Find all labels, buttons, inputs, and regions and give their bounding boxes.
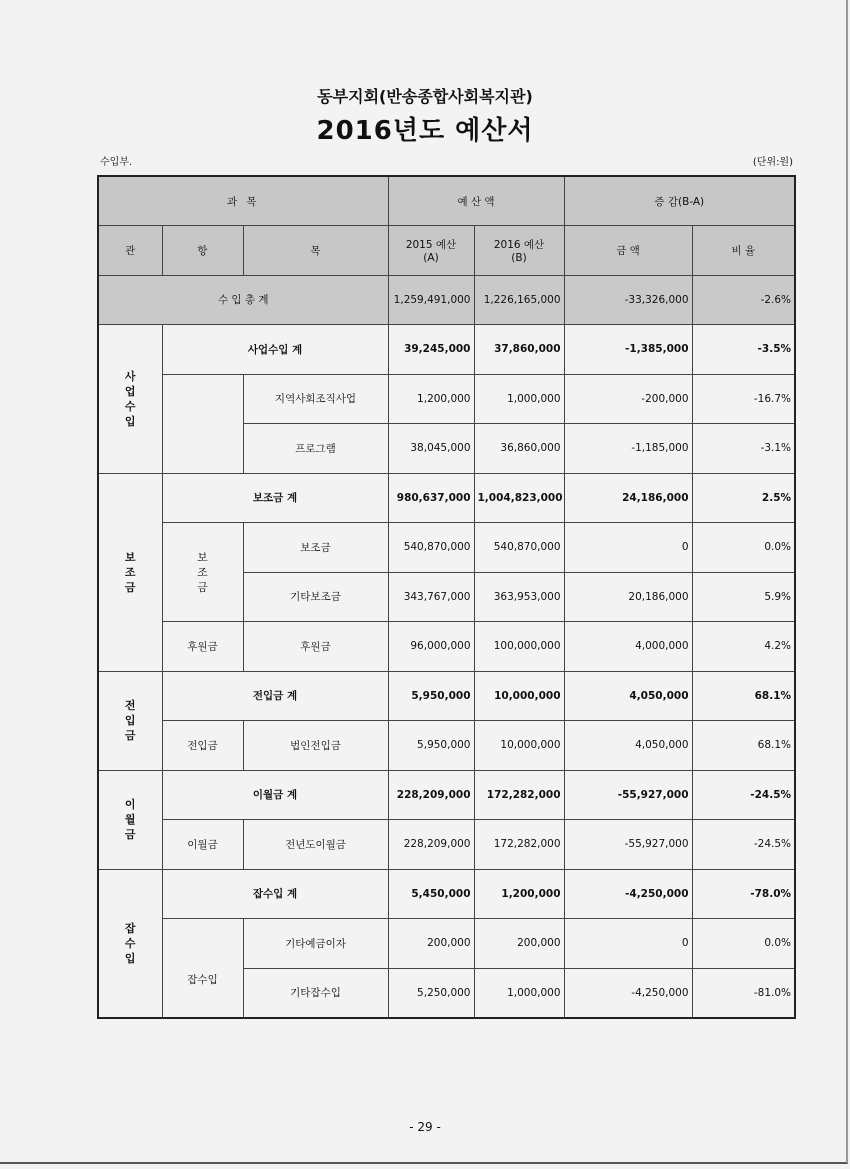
cell-mok: 지역사회조직사업 [243, 374, 388, 424]
hang-misc: 잡수입 [162, 919, 243, 1018]
cell-amount: -4,250,000 [564, 968, 692, 1018]
cell-2015: 200,000 [388, 919, 474, 969]
total-2016: 1,226,165,000 [474, 275, 564, 325]
cell-mok: 보조금 [243, 523, 388, 573]
table-row [98, 622, 795, 672]
cell-2015: 5,950,000 [388, 671, 474, 721]
cell-2015: 39,245,000 [388, 325, 474, 375]
cell-2015: 540,870,000 [388, 523, 474, 573]
cell-ratio: -78.0% [692, 869, 795, 919]
total-2015: 1,259,491,000 [388, 275, 474, 325]
cell-amount: 20,186,000 [564, 572, 692, 622]
subtotal-label: 보조금 계 [162, 473, 388, 523]
cell-amount: -4,250,000 [564, 869, 692, 919]
cell-mok: 법인전입금 [243, 721, 388, 771]
subtotal-label: 이월금 계 [162, 770, 388, 820]
cell-mok: 전년도이월금 [243, 820, 388, 870]
section-label: 수입부. [100, 157, 133, 168]
cell-2015: 5,450,000 [388, 869, 474, 919]
cell-ratio: 2.5% [692, 473, 795, 523]
header-subject: 과 목 [98, 176, 388, 226]
header-2016: 2016 예산 (B) [474, 226, 564, 276]
cell-ratio: 0.0% [692, 523, 795, 573]
cell-2016: 10,000,000 [474, 671, 564, 721]
hang-transfer: 전입금 [162, 721, 243, 771]
cell-amount: 0 [564, 919, 692, 969]
total-ratio: -2.6% [692, 275, 795, 325]
cell-ratio: -16.7% [692, 374, 795, 424]
cell-ratio: 68.1% [692, 671, 795, 721]
hang-donation: 후원금 [162, 622, 243, 672]
cell-amount: 4,050,000 [564, 721, 692, 771]
header-ratio: 비 율 [692, 226, 795, 276]
cell-2016: 36,860,000 [474, 424, 564, 474]
cell-amount: -1,385,000 [564, 325, 692, 375]
organization-name: 동부지회(반송종합사회복지관) [317, 87, 533, 106]
cell-2015: 5,950,000 [388, 721, 474, 771]
cell-ratio: 0.0% [692, 919, 795, 969]
cell-2015: 228,209,000 [388, 770, 474, 820]
cell-amount: 4,000,000 [564, 622, 692, 672]
cell-2016: 10,000,000 [474, 721, 564, 771]
cell-2015: 1,200,000 [388, 374, 474, 424]
cell-amount: 0 [564, 523, 692, 573]
table-row [98, 473, 795, 523]
cell-amount: 24,186,000 [564, 473, 692, 523]
unit-label: (단위:원) [752, 157, 793, 168]
header-row-2 [98, 226, 795, 276]
subtotal-label: 사업수입 계 [162, 325, 388, 375]
header-hang: 항 [162, 226, 243, 276]
document-title: 2016년도 예산서 [316, 116, 534, 146]
cell-2016: 1,000,000 [474, 968, 564, 1018]
cell-mok: 프로그램 [243, 424, 388, 474]
cell-ratio: -81.0% [692, 968, 795, 1018]
total-amount: -33,326,000 [564, 275, 692, 325]
cell-ratio: -3.5% [692, 325, 795, 375]
table-row [98, 919, 795, 969]
cell-ratio: 68.1% [692, 721, 795, 771]
header-change: 증 감(B-A) [564, 176, 795, 226]
table-row [98, 523, 795, 573]
cell-amount: -55,927,000 [564, 770, 692, 820]
cell-ratio: -3.1% [692, 424, 795, 474]
cell-2016: 172,282,000 [474, 770, 564, 820]
cell-ratio: -24.5% [692, 820, 795, 870]
cell-2015: 38,045,000 [388, 424, 474, 474]
cell-2016: 100,000,000 [474, 622, 564, 672]
header-mok: 목 [243, 226, 388, 276]
cell-mok: 기타잡수입 [243, 968, 388, 1018]
table-row [98, 671, 795, 721]
hang-empty [162, 374, 243, 473]
gwan-carryover: 이 월 금 [98, 770, 162, 869]
header-amount: 금 액 [564, 226, 692, 276]
header-2015: 2015 예산 (A) [388, 226, 474, 276]
cell-2016: 37,860,000 [474, 325, 564, 375]
header-row-1 [98, 176, 795, 226]
table-row [98, 721, 795, 771]
cell-amount: 4,050,000 [564, 671, 692, 721]
cell-2015: 228,209,000 [388, 820, 474, 870]
page-number: - 29 - [409, 1120, 441, 1134]
gwan-transfer: 전 입 금 [98, 671, 162, 770]
cell-2016: 1,000,000 [474, 374, 564, 424]
table-row [98, 325, 795, 375]
cell-mok: 기타예금이자 [243, 919, 388, 969]
cell-mok: 기타보조금 [243, 572, 388, 622]
cell-ratio: 5.9% [692, 572, 795, 622]
cell-amount: -1,185,000 [564, 424, 692, 474]
table-row [98, 869, 795, 919]
cell-2016: 200,000 [474, 919, 564, 969]
header-gwan: 관 [98, 226, 162, 276]
cell-2015: 980,637,000 [388, 473, 474, 523]
cell-2016: 1,004,823,000 [474, 473, 564, 523]
subtotal-label: 전입금 계 [162, 671, 388, 721]
table-row [98, 374, 795, 424]
subtotal-label: 잡수입 계 [162, 869, 388, 919]
hang-carryover: 이월금 [162, 820, 243, 870]
cell-2016: 540,870,000 [474, 523, 564, 573]
gwan-misc: 잡 수 입 [98, 869, 162, 1018]
header-budget: 예 산 액 [388, 176, 564, 226]
cell-2015: 96,000,000 [388, 622, 474, 672]
cell-ratio: 4.2% [692, 622, 795, 672]
total-label: 수 입 총 계 [98, 275, 388, 325]
cell-amount: -55,927,000 [564, 820, 692, 870]
cell-mok: 후원금 [243, 622, 388, 672]
total-row [98, 275, 795, 325]
cell-2015: 5,250,000 [388, 968, 474, 1018]
budget-table [97, 175, 796, 1019]
cell-amount: -200,000 [564, 374, 692, 424]
table-row [98, 820, 795, 870]
cell-2015: 343,767,000 [388, 572, 474, 622]
cell-ratio: -24.5% [692, 770, 795, 820]
gwan-business: 사 업 수 입 [98, 325, 162, 474]
gwan-subsidy: 보 조 금 [98, 473, 162, 671]
cell-2016: 1,200,000 [474, 869, 564, 919]
table-row [98, 770, 795, 820]
hang-subsidy: 보 조 금 [162, 523, 243, 622]
cell-2016: 172,282,000 [474, 820, 564, 870]
cell-2016: 363,953,000 [474, 572, 564, 622]
